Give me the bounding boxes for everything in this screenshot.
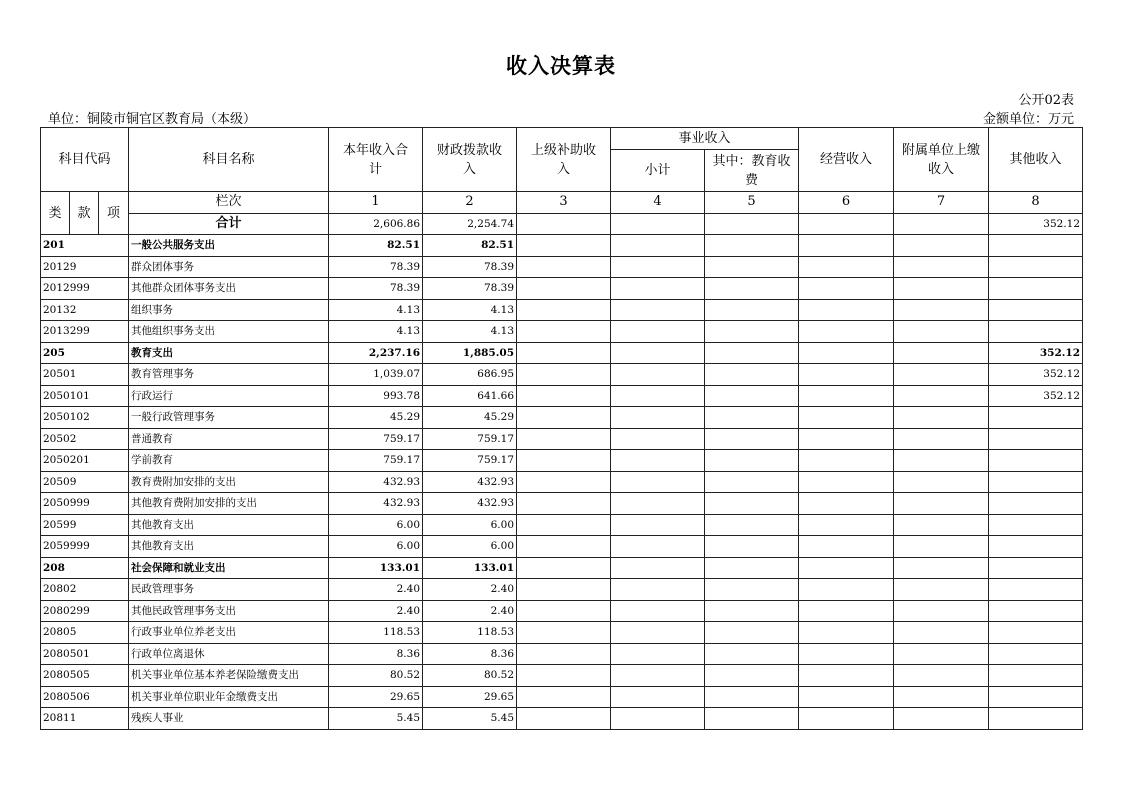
table-row	[41, 256, 1083, 278]
row-value	[705, 385, 799, 407]
row-value	[894, 686, 989, 708]
header-fiscal: 财政拨款收入	[423, 128, 517, 192]
row-value: 4.13	[329, 299, 423, 321]
row-value: 5.45	[423, 708, 517, 730]
row-value	[611, 557, 705, 579]
col-number: 5	[705, 192, 799, 214]
row-value	[799, 600, 894, 622]
row-value	[611, 643, 705, 665]
table-row	[41, 471, 1083, 493]
row-value	[705, 235, 799, 257]
row-value: 6.00	[329, 514, 423, 536]
row-name: 一般公共服务支出	[129, 235, 329, 257]
row-name: 群众团体事务	[129, 256, 329, 278]
row-value	[989, 407, 1083, 429]
row-value	[705, 686, 799, 708]
col-number: 1	[329, 192, 423, 214]
row-value: 2,237.16	[329, 342, 423, 364]
row-value: 118.53	[329, 622, 423, 644]
row-value: 1,885.05	[423, 342, 517, 364]
row-value	[611, 622, 705, 644]
unit-label: 单位：铜陵市铜官区教育局（本级）	[48, 112, 257, 127]
row-value	[517, 493, 611, 515]
row-value	[799, 643, 894, 665]
page-title: 收入决算表	[506, 53, 616, 78]
row-value	[989, 557, 1083, 579]
header-total: 本年收入合计	[329, 128, 423, 192]
row-name: 社会保障和就业支出	[129, 557, 329, 579]
row-value	[799, 514, 894, 536]
col-number: 8	[989, 192, 1083, 214]
row-value: 133.01	[423, 557, 517, 579]
row-value	[517, 665, 611, 687]
row-value	[894, 536, 989, 558]
table-row	[41, 536, 1083, 558]
header-other: 其他收入	[989, 128, 1083, 192]
row-value	[517, 579, 611, 601]
table-row	[41, 235, 1083, 257]
row-value	[799, 342, 894, 364]
total-value	[517, 213, 611, 235]
income-table	[40, 127, 1083, 730]
row-value	[705, 342, 799, 364]
col-number: 3	[517, 192, 611, 214]
row-name: 行政事业单位养老支出	[129, 622, 329, 644]
row-name: 行政单位离退休	[129, 643, 329, 665]
row-value	[799, 622, 894, 644]
row-value	[799, 428, 894, 450]
row-value	[517, 256, 611, 278]
row-value	[894, 407, 989, 429]
row-value	[705, 471, 799, 493]
row-value	[989, 321, 1083, 343]
row-value	[705, 278, 799, 300]
row-value: 8.36	[423, 643, 517, 665]
row-code: 201	[41, 235, 129, 257]
row-value: 29.65	[329, 686, 423, 708]
row-value	[517, 514, 611, 536]
row-code: 20129	[41, 256, 129, 278]
row-value	[611, 514, 705, 536]
row-value: 1,039.07	[329, 364, 423, 386]
row-value	[611, 407, 705, 429]
row-value	[799, 471, 894, 493]
row-code: 20132	[41, 299, 129, 321]
row-value: 6.00	[423, 514, 517, 536]
row-value	[799, 536, 894, 558]
money-unit-label: 金额单位：万元	[982, 112, 1074, 127]
row-value	[799, 364, 894, 386]
row-value	[517, 385, 611, 407]
row-value	[517, 622, 611, 644]
row-value	[989, 450, 1083, 472]
table-row	[41, 708, 1083, 730]
row-value	[611, 321, 705, 343]
total-row	[41, 213, 1083, 235]
col-number: 2	[423, 192, 517, 214]
row-code: 2050102	[41, 407, 129, 429]
row-value	[705, 557, 799, 579]
row-value	[799, 407, 894, 429]
row-value	[894, 665, 989, 687]
row-value	[705, 256, 799, 278]
row-value	[989, 493, 1083, 515]
row-value: 4.13	[329, 321, 423, 343]
row-value	[517, 600, 611, 622]
row-code: 2080501	[41, 643, 129, 665]
row-code: 2080299	[41, 600, 129, 622]
row-name: 机关事业单位基本养老保险缴费支出	[129, 665, 329, 687]
form-number: 公开02表	[1018, 93, 1074, 108]
row-value: 45.29	[329, 407, 423, 429]
row-value	[894, 579, 989, 601]
total-value: 2,254.74	[423, 213, 517, 235]
row-value	[705, 428, 799, 450]
header-code: 科目代码	[41, 128, 129, 192]
row-value: 8.36	[329, 643, 423, 665]
row-value	[611, 235, 705, 257]
table-row	[41, 622, 1083, 644]
row-value	[517, 471, 611, 493]
row-value	[799, 256, 894, 278]
table-row	[41, 493, 1083, 515]
row-value: 352.12	[989, 385, 1083, 407]
row-code: 20599	[41, 514, 129, 536]
row-code: 2050101	[41, 385, 129, 407]
row-value	[799, 557, 894, 579]
row-value	[989, 708, 1083, 730]
row-value	[799, 493, 894, 515]
row-value: 686.95	[423, 364, 517, 386]
row-name: 教育支出	[129, 342, 329, 364]
row-value	[894, 428, 989, 450]
table-row	[41, 514, 1083, 536]
row-value	[799, 385, 894, 407]
row-value	[611, 579, 705, 601]
row-value	[611, 385, 705, 407]
row-code: 20502	[41, 428, 129, 450]
table-row	[41, 428, 1083, 450]
row-value	[705, 493, 799, 515]
row-name: 其他群众团体事务支出	[129, 278, 329, 300]
table-row	[41, 364, 1083, 386]
row-value	[611, 299, 705, 321]
row-name: 残疾人事业	[129, 708, 329, 730]
row-code: 2050999	[41, 493, 129, 515]
table-row	[41, 686, 1083, 708]
row-value	[989, 235, 1083, 257]
row-code: 208	[41, 557, 129, 579]
header-operating: 经营收入	[799, 128, 894, 192]
row-value	[989, 428, 1083, 450]
row-value	[894, 256, 989, 278]
row-value	[517, 536, 611, 558]
row-value: 82.51	[329, 235, 423, 257]
row-value: 29.65	[423, 686, 517, 708]
row-value	[894, 493, 989, 515]
row-value	[799, 686, 894, 708]
row-value	[705, 665, 799, 687]
row-value	[894, 557, 989, 579]
col-number: 7	[894, 192, 989, 214]
row-value	[705, 364, 799, 386]
table-row	[41, 299, 1083, 321]
row-value: 352.12	[989, 342, 1083, 364]
row-value	[517, 321, 611, 343]
row-name: 其他组织事务支出	[129, 321, 329, 343]
row-value	[705, 708, 799, 730]
row-value	[894, 342, 989, 364]
row-name: 其他民政管理事务支出	[129, 600, 329, 622]
row-value: 45.29	[423, 407, 517, 429]
row-value: 2.40	[329, 579, 423, 601]
row-value: 641.66	[423, 385, 517, 407]
total-value	[894, 213, 989, 235]
row-value	[611, 450, 705, 472]
row-value	[517, 450, 611, 472]
total-value	[705, 213, 799, 235]
row-value: 759.17	[329, 450, 423, 472]
row-value	[517, 708, 611, 730]
row-value	[894, 385, 989, 407]
row-value: 4.13	[423, 299, 517, 321]
table-row	[41, 450, 1083, 472]
header-name: 科目名称	[129, 128, 329, 192]
row-value	[611, 600, 705, 622]
row-value	[611, 278, 705, 300]
row-value	[517, 428, 611, 450]
row-value	[705, 450, 799, 472]
row-value	[989, 299, 1083, 321]
row-value	[611, 686, 705, 708]
table-row	[41, 407, 1083, 429]
row-value: 432.93	[423, 493, 517, 515]
row-name: 行政运行	[129, 385, 329, 407]
row-value	[611, 364, 705, 386]
table-row	[41, 278, 1083, 300]
row-value	[517, 235, 611, 257]
row-value: 6.00	[423, 536, 517, 558]
row-value: 82.51	[423, 235, 517, 257]
row-value: 759.17	[423, 450, 517, 472]
col-number: 6	[799, 192, 894, 214]
table-row	[41, 557, 1083, 579]
table-row	[41, 385, 1083, 407]
header-xiang: 项	[99, 192, 129, 235]
row-value: 2.40	[329, 600, 423, 622]
row-code: 2080505	[41, 665, 129, 687]
row-value	[705, 321, 799, 343]
row-name: 教育费附加安排的支出	[129, 471, 329, 493]
row-value	[989, 514, 1083, 536]
header-affiliated: 附属单位上缴收入	[894, 128, 989, 192]
row-code: 20811	[41, 708, 129, 730]
row-value	[517, 557, 611, 579]
row-code: 2080506	[41, 686, 129, 708]
row-value	[894, 643, 989, 665]
row-value	[611, 493, 705, 515]
row-value	[989, 471, 1083, 493]
row-name: 普通教育	[129, 428, 329, 450]
row-value: 78.39	[423, 278, 517, 300]
row-code: 20805	[41, 622, 129, 644]
row-value	[705, 514, 799, 536]
row-value: 78.39	[329, 256, 423, 278]
row-value: 432.93	[423, 471, 517, 493]
row-name: 其他教育费附加安排的支出	[129, 493, 329, 515]
row-value	[799, 278, 894, 300]
row-value	[894, 299, 989, 321]
row-value	[517, 342, 611, 364]
row-value	[517, 364, 611, 386]
row-value	[894, 514, 989, 536]
row-name: 学前教育	[129, 450, 329, 472]
table-row	[41, 321, 1083, 343]
row-value	[894, 450, 989, 472]
row-value: 5.45	[329, 708, 423, 730]
row-code: 2059999	[41, 536, 129, 558]
row-value	[705, 536, 799, 558]
row-value: 759.17	[423, 428, 517, 450]
row-value	[989, 256, 1083, 278]
table-row	[41, 579, 1083, 601]
row-value	[705, 600, 799, 622]
total-label: 合计	[129, 213, 329, 235]
row-value	[517, 278, 611, 300]
row-value: 352.12	[989, 364, 1083, 386]
row-value	[989, 536, 1083, 558]
row-value	[517, 407, 611, 429]
row-code: 20509	[41, 471, 129, 493]
row-code: 20802	[41, 579, 129, 601]
row-code: 2012999	[41, 278, 129, 300]
row-value	[611, 342, 705, 364]
row-value: 80.52	[329, 665, 423, 687]
row-value	[799, 299, 894, 321]
row-value	[517, 299, 611, 321]
row-value: 118.53	[423, 622, 517, 644]
row-code: 2013299	[41, 321, 129, 343]
row-name: 教育管理事务	[129, 364, 329, 386]
row-value	[989, 579, 1083, 601]
row-value	[611, 708, 705, 730]
row-value	[705, 622, 799, 644]
row-value	[894, 600, 989, 622]
header-column-label: 栏次	[129, 192, 329, 214]
table-row	[41, 342, 1083, 364]
row-value: 432.93	[329, 493, 423, 515]
row-name: 一般行政管理事务	[129, 407, 329, 429]
row-value	[705, 643, 799, 665]
header-lei: 类	[41, 192, 70, 235]
row-value	[799, 235, 894, 257]
table-row	[41, 600, 1083, 622]
row-name: 其他教育支出	[129, 514, 329, 536]
row-value: 2.40	[423, 579, 517, 601]
row-code: 2050201	[41, 450, 129, 472]
row-code: 20501	[41, 364, 129, 386]
header-business: 事业收入	[611, 128, 799, 150]
row-value	[611, 536, 705, 558]
row-value	[989, 686, 1083, 708]
row-value: 2.40	[423, 600, 517, 622]
col-number: 4	[611, 192, 705, 214]
row-value: 432.93	[329, 471, 423, 493]
row-value	[611, 256, 705, 278]
row-name: 其他教育支出	[129, 536, 329, 558]
row-name: 组织事务	[129, 299, 329, 321]
row-value	[894, 235, 989, 257]
row-value	[894, 622, 989, 644]
row-value: 133.01	[329, 557, 423, 579]
row-value	[799, 450, 894, 472]
total-value: 352.12	[989, 213, 1083, 235]
row-value: 78.39	[329, 278, 423, 300]
row-value	[799, 321, 894, 343]
row-value: 4.13	[423, 321, 517, 343]
row-value	[989, 643, 1083, 665]
row-name: 民政管理事务	[129, 579, 329, 601]
row-value: 993.78	[329, 385, 423, 407]
row-value	[894, 278, 989, 300]
row-value	[989, 622, 1083, 644]
row-value	[517, 686, 611, 708]
row-value	[705, 299, 799, 321]
table-row	[41, 665, 1083, 687]
total-value	[611, 213, 705, 235]
row-value	[894, 321, 989, 343]
header-superior: 上级补助收入	[517, 128, 611, 192]
row-code: 205	[41, 342, 129, 364]
row-name: 机关事业单位职业年金缴费支出	[129, 686, 329, 708]
row-value	[989, 600, 1083, 622]
row-value	[611, 471, 705, 493]
total-value	[799, 213, 894, 235]
row-value	[517, 643, 611, 665]
row-value: 78.39	[423, 256, 517, 278]
total-value: 2,606.86	[329, 213, 423, 235]
row-value	[705, 579, 799, 601]
row-value: 759.17	[329, 428, 423, 450]
row-value	[799, 579, 894, 601]
header-subtotal: 小计	[611, 150, 705, 192]
row-value	[799, 665, 894, 687]
row-value	[989, 278, 1083, 300]
header-kuan: 款	[70, 192, 99, 235]
row-value	[989, 665, 1083, 687]
row-value: 6.00	[329, 536, 423, 558]
row-value	[705, 407, 799, 429]
row-value	[894, 364, 989, 386]
row-value	[894, 708, 989, 730]
header-edu-fee: 其中：教育收费	[705, 150, 799, 192]
row-value	[894, 471, 989, 493]
table-row	[41, 643, 1083, 665]
row-value	[611, 665, 705, 687]
row-value: 80.52	[423, 665, 517, 687]
row-value	[611, 428, 705, 450]
row-value	[799, 708, 894, 730]
